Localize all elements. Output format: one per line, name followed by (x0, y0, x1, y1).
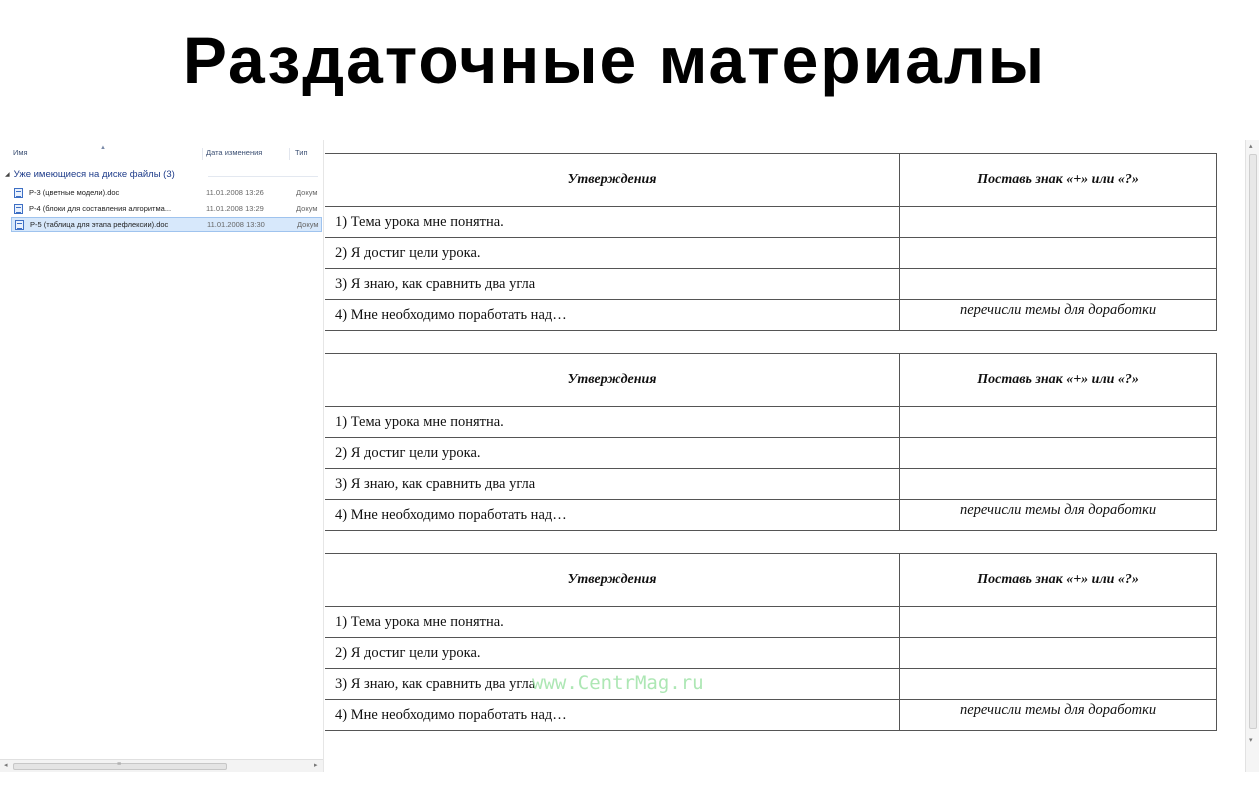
file-explorer-panel (0, 140, 324, 772)
table-row (325, 669, 1217, 700)
file-date: 11.01.2008 13:29 (206, 204, 264, 213)
vertical-scroll-thumb[interactable] (1249, 154, 1257, 729)
scroll-left-arrow-icon[interactable]: ◂ (4, 762, 8, 769)
column-header-name[interactable]: Имя (13, 148, 28, 157)
mark-cell[interactable] (900, 207, 1217, 238)
header-mark: Поставь знак «+» или «?» (900, 354, 1217, 407)
statement-cell: 4) Мне необходимо поработать над… (325, 500, 900, 531)
table-row (325, 269, 1217, 300)
mark-cell[interactable] (900, 607, 1217, 638)
statement-cell: 2) Я достиг цели урока. (325, 238, 900, 269)
scroll-right-arrow-icon[interactable]: ▸ (314, 762, 318, 769)
mark-cell[interactable] (900, 469, 1217, 500)
mark-cell[interactable] (900, 438, 1217, 469)
horizontal-scrollbar[interactable] (0, 759, 323, 772)
header-mark: Поставь знак «+» или «?» (900, 554, 1217, 607)
group-divider (208, 176, 318, 177)
table-row (325, 207, 1217, 238)
statement-cell: 3) Я знаю, как сравнить два угла (325, 269, 900, 300)
group-label: Уже имеющиеся на диске файлы (3) (13, 169, 175, 180)
scroll-up-arrow-icon[interactable]: ▴ (1249, 143, 1253, 150)
file-type: Докум (297, 220, 319, 229)
watermark: www.CentrMag.ru (532, 672, 704, 694)
statement-cell: 1) Тема урока мне понятна. (325, 207, 900, 238)
column-header-type[interactable]: Тип (295, 148, 308, 157)
column-headers (0, 145, 323, 160)
scroll-down-arrow-icon[interactable]: ▾ (1249, 737, 1253, 744)
table-row (325, 638, 1217, 669)
table-header-row (325, 354, 1217, 407)
file-name: Р-5 (таблица для этапа рефлексии).doc (30, 220, 169, 229)
table-row (325, 700, 1217, 731)
mark-cell[interactable]: перечисли темы для доработки (900, 700, 1217, 731)
mark-cell[interactable]: перечисли темы для доработки (900, 300, 1217, 331)
table-row (325, 607, 1217, 638)
mark-cell[interactable] (900, 238, 1217, 269)
header-statements: Утверждения (325, 554, 900, 607)
header-statements: Утверждения (325, 354, 900, 407)
table-header-row (325, 554, 1217, 607)
mark-cell[interactable]: перечисли темы для доработки (900, 500, 1217, 531)
mark-cell[interactable] (900, 269, 1217, 300)
file-date: 11.01.2008 13:30 (207, 220, 265, 229)
column-header-date[interactable]: Дата изменения (206, 148, 263, 157)
statement-cell: 1) Тема урока мне понятна. (325, 407, 900, 438)
scroll-grip-icon: ≡ (117, 761, 121, 768)
sort-up-icon: ▲ (100, 145, 106, 151)
column-divider[interactable] (202, 148, 203, 160)
word-document-icon (14, 204, 23, 214)
group-header-existing-files[interactable] (5, 169, 315, 181)
file-name: Р-4 (блоки для составления алгоритма... (29, 204, 172, 213)
reflection-table (325, 153, 1217, 331)
document-page (325, 140, 1245, 772)
word-document-icon (15, 220, 24, 230)
collapse-triangle-icon[interactable]: ◢ (5, 172, 10, 178)
horizontal-scroll-thumb[interactable] (13, 763, 227, 770)
header-mark: Поставь знак «+» или «?» (900, 154, 1217, 207)
statement-cell: 3) Я знаю, как сравнить два угла (325, 469, 900, 500)
statement-cell: 2) Я достиг цели урока. (325, 638, 900, 669)
table-row (325, 469, 1217, 500)
mark-cell[interactable] (900, 638, 1217, 669)
file-row-selected[interactable] (11, 217, 322, 232)
table-header-row (325, 154, 1217, 207)
table-row (325, 407, 1217, 438)
statement-cell: 3) Я знаю, как сравнить два угла (325, 669, 900, 700)
file-date: 11.01.2008 13:26 (206, 188, 264, 197)
table-row (325, 238, 1217, 269)
mark-cell[interactable] (900, 407, 1217, 438)
statement-cell: 2) Я достиг цели урока. (325, 438, 900, 469)
statement-cell: 4) Мне необходимо поработать над… (325, 300, 900, 331)
file-row[interactable] (12, 186, 323, 201)
file-name: Р-3 (цветные модели).doc (29, 188, 120, 197)
file-type: Докум (296, 188, 318, 197)
slide-title: Раздаточные материалы (182, 23, 1047, 97)
statement-cell: 4) Мне необходимо поработать над… (325, 700, 900, 731)
table-row (325, 300, 1217, 331)
vertical-scrollbar[interactable] (1245, 140, 1259, 772)
column-divider[interactable] (289, 148, 290, 160)
reflection-table (325, 553, 1217, 731)
table-row (325, 500, 1217, 531)
file-row[interactable] (12, 202, 323, 217)
table-row (325, 438, 1217, 469)
mark-cell[interactable] (900, 669, 1217, 700)
file-type: Докум (296, 204, 318, 213)
header-statements: Утверждения (325, 154, 900, 207)
word-document-icon (14, 188, 23, 198)
reflection-table (325, 353, 1217, 531)
statement-cell: 1) Тема урока мне понятна. (325, 607, 900, 638)
